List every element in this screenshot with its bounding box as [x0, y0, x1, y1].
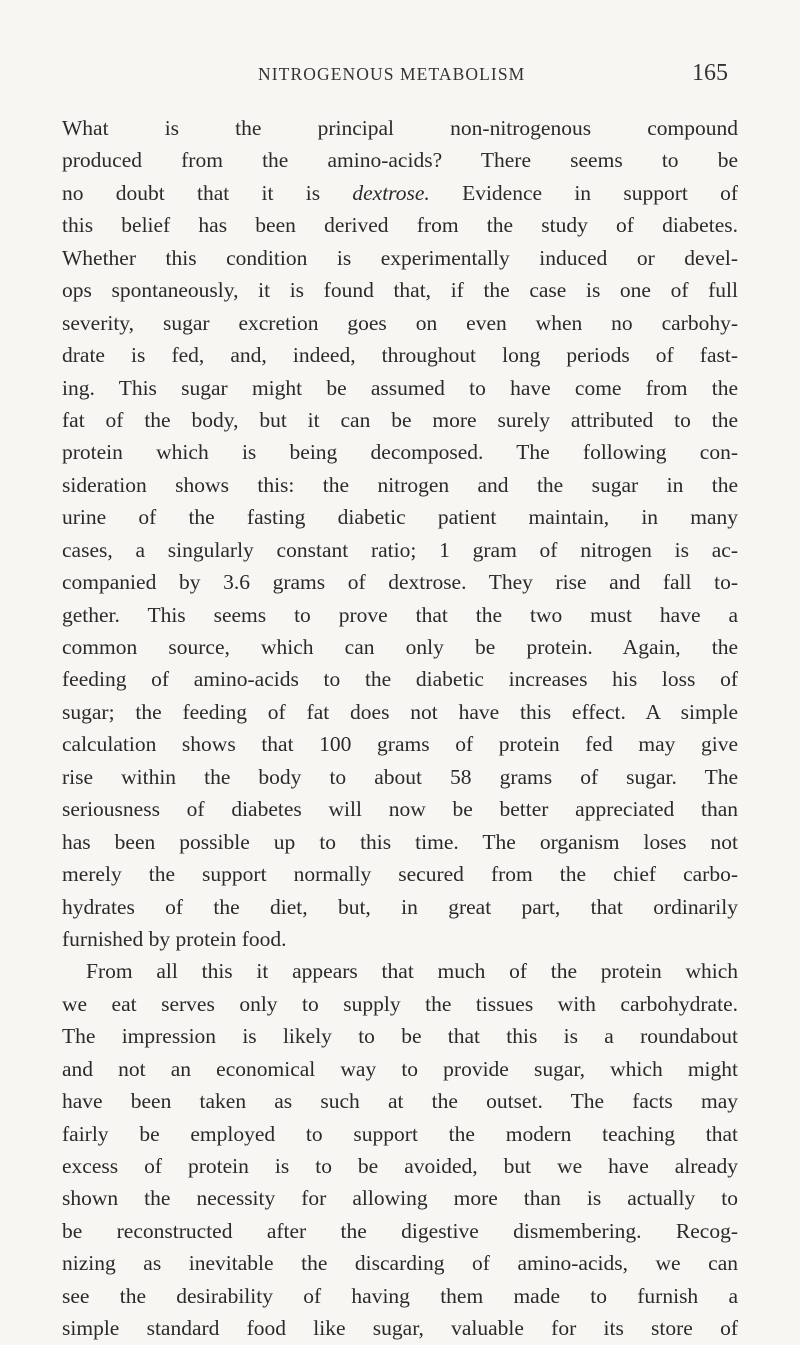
running-title: NITROGENOUS METABOLISM — [258, 64, 526, 84]
text-line: and not an economical way to provide sugar, which might — [62, 1056, 738, 1081]
text-line: gether. This seems to prove that the two must have a — [62, 602, 738, 627]
text-line: drate is fed, and, indeed, throughout long periods of fast- — [62, 343, 738, 368]
text-segment: Evidence in support of — [429, 180, 739, 205]
text-line — [62, 177, 738, 209]
text-line: calculation shows that 100 grams of protein fed may give — [62, 732, 738, 757]
text-line-paragraph-end: furnished by protein food. — [62, 926, 287, 951]
text-line: simple standard food like sugar, valuable for its store of — [62, 1316, 738, 1341]
text-line: nizing as inevitable the discarding of amino-acids, we can — [62, 1251, 738, 1276]
text-line: companied by 3.6 grams of dextrose. They rise and fall to- — [62, 570, 738, 595]
text-line: this belief has been derived from the study of diabetes. — [62, 213, 738, 238]
text-line: sugar; the feeding of fat does not have this effect. A simple — [62, 699, 738, 724]
page-number: 165 — [692, 60, 728, 86]
text-line: produced from the amino-acids? There seems to be — [62, 148, 738, 173]
text-line: seriousness of diabetes will now be better appreciated than — [62, 797, 738, 822]
text-line: protein which is being decomposed. The following con- — [62, 440, 738, 465]
text-line: feeding of amino-acids to the diabetic increases his loss of — [62, 667, 738, 692]
text-line: have been taken as such at the outset. The facts may — [62, 1089, 738, 1114]
emphasized-term: dextrose. — [352, 180, 430, 205]
text-line: fairly be employed to support the modern teaching that — [62, 1121, 738, 1146]
text-line: we eat serves only to supply the tissues with carbohydrate. — [62, 991, 738, 1016]
text-line: Whether this condition is experimentally induced or devel- — [62, 245, 738, 270]
text-line: excess of protein is to be avoided, but we have already — [62, 1154, 738, 1178]
text-line: severity, sugar excretion goes on even when no carbohy- — [62, 310, 738, 335]
text-line: be reconstructed after the digestive dismembering. Recog- — [62, 1218, 738, 1243]
text-line: cases, a singularly constant ratio; 1 gram of nitrogen is ac- — [62, 537, 738, 562]
text-line: sideration shows this: the nitrogen and the sugar in the — [62, 472, 738, 497]
text-line: merely the support normally secured from the chief carbo- — [62, 862, 738, 887]
body-text — [62, 112, 738, 1345]
running-header — [0, 60, 800, 94]
text-segment: no doubt that it is — [62, 180, 353, 205]
text-line: rise within the body to about 58 grams of sugar. The — [62, 764, 738, 789]
text-line: fat of the body, but it can be more surely attributed to the — [62, 407, 738, 432]
text-line: common source, which can only be protein. Again, the — [62, 635, 738, 659]
text-line-paragraph-start: From all this it appears that much of the protein which — [86, 959, 738, 984]
text-line: ing. This sugar might be assumed to have come from the — [62, 375, 738, 400]
text-line: has been possible up to this time. The organism loses not — [62, 829, 738, 854]
text-line: shown the necessity for allowing more than is actually to — [62, 1186, 738, 1211]
text-line: see the desirability of having them made to furnish a — [62, 1283, 738, 1308]
text-line: ops spontaneously, it is found that, if the case is one of full — [62, 278, 738, 303]
text-line: hydrates of the diet, but, in great part, that ordinarily — [62, 894, 738, 919]
text-line: What is the principal non-nitrogenous compound — [62, 116, 738, 140]
text-line: The impression is likely to be that this is a roundabout — [62, 1024, 738, 1049]
text-line: urine of the fasting diabetic patient maintain, in many — [62, 505, 738, 530]
